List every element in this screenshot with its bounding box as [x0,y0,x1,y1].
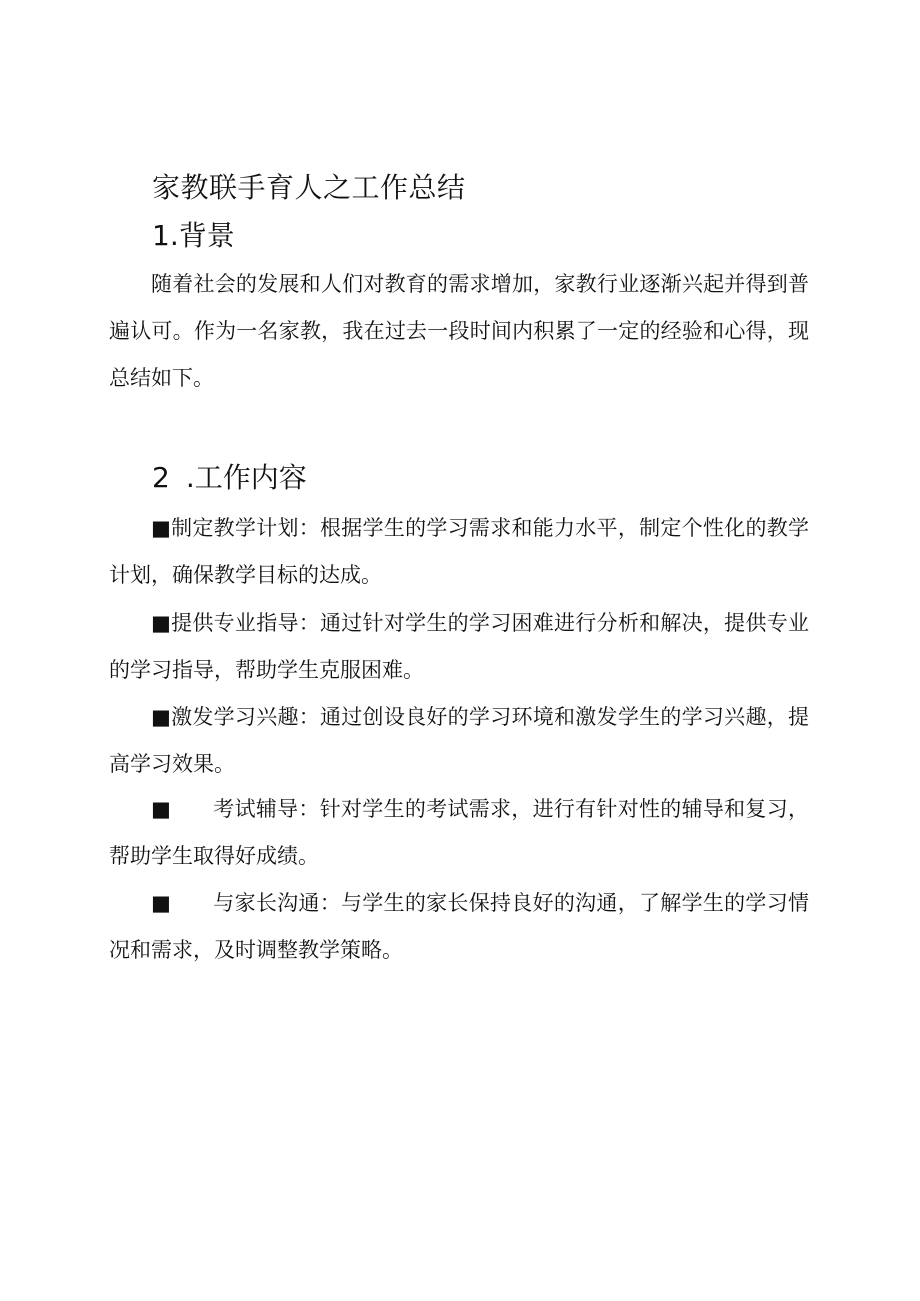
document-title: 家教联手育人之工作总结 [152,171,466,204]
work-item-learning-interest [109,694,809,788]
bullet-square-icon: ■ [151,705,171,729]
section-heading-background: 1.背景 [152,219,235,252]
work-item-text: 考试辅导：针对学生的考试需求，进行有针对性的辅导和复习，帮助学生取得好成绩。 [109,797,809,868]
work-item-text: 激发学习兴趣：通过创设良好的学习环境和激发学生的学习兴趣，提高学习效果。 [109,705,809,776]
work-item-text: 与家长沟通：与学生的家长保持良好的沟通，了解学生的学习情况和需求，及时调整教学策略。 [109,891,809,962]
background-paragraph: 随着社会的发展和人们对教育的需求增加，家教行业逐渐兴起并得到普遍认可。作为一名家教，我在过去一段时间内积累了一定的经验和心得，现总结如下。 [109,272,809,390]
bullet-square-icon: ■ [151,516,171,540]
section-heading-number: 2 [152,461,170,494]
bullet-square-icon: ■ [151,797,171,821]
bullet-square-icon: ■ [151,611,171,635]
work-item-text: 提供专业指导：通过针对学生的学习困难进行分析和解决，提供专业的学习指导，帮助学生克服困难。 [109,611,809,682]
work-item-text: 制定教学计划：根据学生的学习需求和能力水平，制定个性化的教学计划，确保教学目标的达成。 [109,516,809,587]
work-item-parent-communication [109,880,809,974]
work-item-exam-tutoring [109,786,809,880]
work-item-professional-guidance [109,600,809,694]
section-heading-text: .工作内容 [185,461,307,494]
work-item-teaching-plan [109,505,809,599]
section-heading-work-content [152,458,307,498]
bullet-square-icon: ■ [151,891,171,915]
